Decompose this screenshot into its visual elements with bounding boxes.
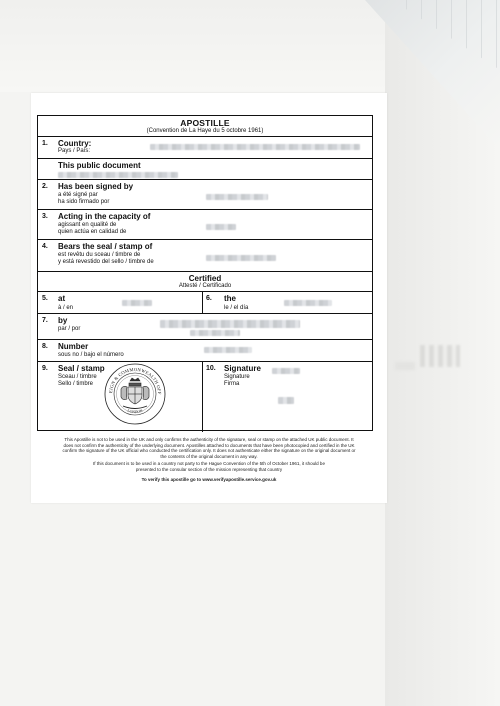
by-redacted-value-line2 [190, 330, 240, 336]
background-blur-mark [420, 345, 460, 367]
country-label: Country: [58, 139, 92, 148]
at-redacted-value [122, 300, 152, 306]
divider-vertical [202, 291, 203, 313]
apostille-notes [59, 437, 359, 482]
signed-by-sublabel: a été signé par [58, 192, 98, 198]
field-number: 8. [42, 343, 48, 350]
seal-ring-top-text: EIGN & COMMONWEALTH OFF [107, 366, 163, 395]
signature-label: Signature [224, 364, 261, 373]
signed-by-redacted-value [206, 194, 268, 200]
divider-vertical [202, 361, 203, 432]
signature-sublabel: Signature [224, 374, 250, 380]
field-number: 3. [42, 213, 48, 220]
signed-by-label: Has been signed by [58, 182, 134, 191]
divider [38, 291, 372, 292]
signature-sublabel: Firma [224, 381, 240, 387]
divider [38, 313, 372, 314]
notes-paragraph-1: This Apostille is not to be used in the UK and only confirms the authenticity of the signature, seal or stamp on the attached UK public document. It does not confirm the authenticity of the underlying document. Apostilles attached to documents that have been photocopied and certified in the UK confirm the signature of the UK official who conducted the certification only. It does not authenticate either the signature on the original document or the contents of the original document in any way. [62, 437, 356, 459]
at-label: at [58, 294, 66, 303]
by-sublabel: par / por [58, 326, 81, 332]
at-sublabel: à / en [58, 305, 74, 311]
field-number: 7. [42, 317, 48, 324]
divider [38, 209, 372, 210]
svg-text:LONDON [127, 408, 144, 414]
divider [38, 239, 372, 240]
certified-sublabel: Attesté / Certificado [178, 283, 232, 289]
seal-of-redacted-value [206, 255, 276, 261]
number-label: Number [58, 342, 89, 351]
the-sublabel: le / el día [224, 305, 249, 311]
field-number: 10. [206, 365, 216, 372]
certified-label: Certified [188, 274, 222, 283]
form-subtitle: (Convention de La Haye du 5 octobre 1961) [146, 128, 264, 134]
divider [38, 271, 372, 272]
country-redacted-value [150, 144, 360, 150]
number-sublabel: sous no / bajo el número [58, 352, 124, 358]
field-number: 9. [42, 365, 48, 372]
notes-paragraph-2: If this document is to be used in a country not party to the Hague Convention of the 5th of October 1961, it should be presented to the consular section of the mission representing that country [93, 461, 325, 472]
divider [38, 158, 372, 159]
public-document-label: This public document [58, 161, 141, 170]
capacity-label: Acting in the capacity of [58, 212, 151, 221]
field-number: 2. [42, 183, 48, 190]
divider [38, 361, 372, 362]
apostille-form [37, 115, 373, 431]
field-number: 1. [42, 140, 48, 147]
seal-of-label: Bears the seal / stamp of [58, 242, 153, 251]
field-number: 6. [206, 295, 212, 302]
apostille-page [31, 93, 387, 503]
seal-stamp-sublabel: Sello / timbre [58, 381, 94, 387]
verify-apostille-link[interactable]: To verify this apostille go to www.verifyapostille.service.gov.uk [141, 476, 277, 482]
signature-redacted-mark [272, 368, 300, 374]
seal-stamp-label: Seal / stamp [58, 364, 105, 373]
signature-redacted-mark-small [278, 397, 294, 404]
seal-stamp-sublabel: Sceau / timbre [58, 374, 97, 380]
capacity-redacted-value [206, 224, 236, 230]
the-redacted-value [284, 300, 332, 306]
by-redacted-value [160, 320, 300, 328]
seal-of-sublabel: est revêtu du sceau / timbre de [58, 252, 141, 258]
divider [38, 136, 372, 137]
capacity-sublabel: quien actúa en calidad de [58, 229, 127, 235]
capacity-sublabel: agissant en qualité de [58, 222, 117, 228]
form-title: APOSTILLE [180, 118, 230, 128]
by-label: by [58, 316, 68, 325]
the-label: the [224, 294, 236, 303]
divider [38, 179, 372, 180]
number-redacted-value [204, 347, 252, 353]
public-document-redacted-value [58, 172, 178, 178]
seal-of-sublabel: y está revestido del sello / timbre de [58, 259, 154, 265]
fco-seal-stamp [104, 363, 166, 425]
divider [38, 339, 372, 340]
country-sublabel: Pays / País: [58, 148, 91, 154]
field-number: 5. [42, 295, 48, 302]
seal-ring-bottom-text: LONDON [126, 408, 144, 415]
background-blur-mark-small [395, 362, 415, 370]
signed-by-sublabel: ha sido firmado por [58, 199, 110, 205]
coat-of-arms-icon [121, 378, 149, 409]
field-number: 4. [42, 243, 48, 250]
